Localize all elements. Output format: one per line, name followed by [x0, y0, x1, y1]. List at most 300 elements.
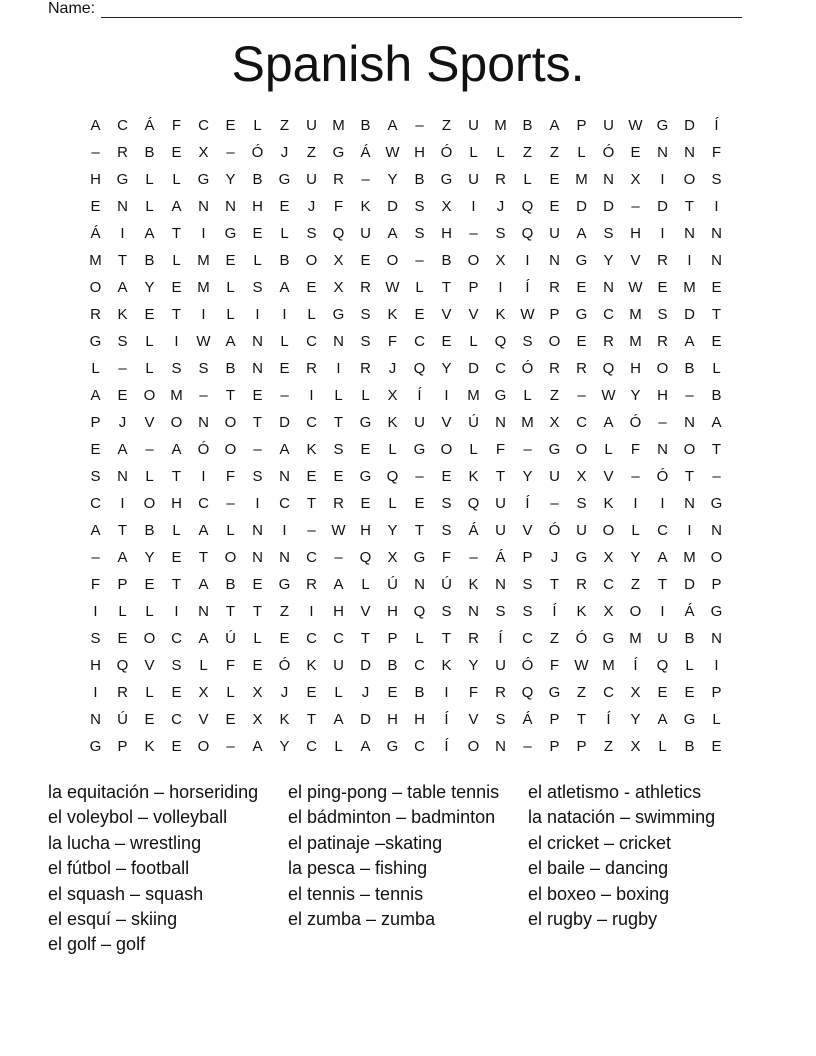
- grid-letter[interactable]: L: [631, 522, 640, 539]
- grid-letter[interactable]: R: [333, 171, 344, 188]
- grid-letter[interactable]: B: [144, 522, 155, 539]
- grid-letter[interactable]: –: [334, 549, 343, 566]
- grid-letter[interactable]: G: [359, 468, 372, 485]
- grid-letter[interactable]: A: [198, 576, 209, 593]
- grid-letter[interactable]: Y: [144, 549, 155, 566]
- grid-letter[interactable]: Q: [332, 225, 345, 242]
- grid-letter[interactable]: L: [361, 387, 370, 404]
- grid-letter[interactable]: F: [225, 657, 236, 674]
- grid-letter[interactable]: T: [252, 603, 263, 620]
- grid-letter[interactable]: N: [711, 252, 722, 269]
- grid-letter[interactable]: O: [170, 414, 183, 431]
- grid-letter[interactable]: M: [197, 252, 210, 269]
- grid-letter[interactable]: Ó: [251, 144, 264, 161]
- grid-letter[interactable]: –: [469, 225, 478, 242]
- grid-letter[interactable]: C: [117, 117, 128, 134]
- grid-letter[interactable]: N: [333, 333, 344, 350]
- grid-letter[interactable]: Í: [498, 630, 503, 647]
- grid-letter[interactable]: N: [252, 360, 263, 377]
- grid-letter[interactable]: N: [603, 171, 614, 188]
- grid-letter[interactable]: I: [255, 306, 260, 323]
- grid-letter[interactable]: C: [306, 738, 317, 755]
- grid-letter[interactable]: P: [90, 414, 101, 431]
- grid-letter[interactable]: Á: [495, 549, 506, 566]
- grid-letter[interactable]: X: [387, 387, 398, 404]
- grid-letter[interactable]: D: [576, 198, 587, 215]
- grid-letter[interactable]: F: [225, 468, 236, 485]
- grid-letter[interactable]: Z: [603, 738, 614, 755]
- grid-letter[interactable]: N: [252, 333, 263, 350]
- grid-letter[interactable]: L: [469, 144, 478, 161]
- grid-letter[interactable]: E: [171, 738, 182, 755]
- grid-letter[interactable]: –: [577, 387, 586, 404]
- grid-letter[interactable]: C: [198, 117, 209, 134]
- grid-letter[interactable]: Q: [386, 468, 399, 485]
- grid-letter[interactable]: O: [224, 414, 237, 431]
- grid-letter[interactable]: X: [387, 549, 398, 566]
- grid-letter[interactable]: Ó: [197, 441, 210, 458]
- grid-letter[interactable]: –: [658, 414, 667, 431]
- grid-letter[interactable]: E: [441, 333, 452, 350]
- grid-letter[interactable]: N: [414, 576, 425, 593]
- grid-letter[interactable]: O: [305, 252, 318, 269]
- grid-letter[interactable]: C: [171, 630, 182, 647]
- grid-letter[interactable]: B: [414, 684, 425, 701]
- grid-letter[interactable]: A: [90, 522, 101, 539]
- name-blank-line[interactable]: [101, 1, 742, 18]
- grid-letter[interactable]: N: [684, 144, 695, 161]
- grid-letter[interactable]: N: [711, 630, 722, 647]
- grid-letter[interactable]: O: [656, 360, 669, 377]
- grid-letter[interactable]: F: [387, 333, 398, 350]
- grid-letter[interactable]: P: [522, 549, 533, 566]
- grid-letter[interactable]: Q: [467, 495, 480, 512]
- grid-letter[interactable]: M: [629, 630, 642, 647]
- grid-letter[interactable]: J: [118, 414, 127, 431]
- grid-letter[interactable]: Y: [144, 279, 155, 296]
- grid-letter[interactable]: A: [333, 576, 344, 593]
- grid-letter[interactable]: A: [171, 441, 182, 458]
- grid-letter[interactable]: O: [386, 252, 399, 269]
- grid-letter[interactable]: L: [118, 603, 127, 620]
- grid-letter[interactable]: R: [306, 576, 317, 593]
- grid-letter[interactable]: H: [441, 225, 452, 242]
- grid-letter[interactable]: L: [280, 225, 289, 242]
- grid-letter[interactable]: E: [306, 468, 317, 485]
- grid-letter[interactable]: T: [171, 468, 182, 485]
- grid-letter[interactable]: D: [603, 198, 614, 215]
- grid-letter[interactable]: C: [306, 630, 317, 647]
- grid-letter[interactable]: N: [684, 225, 695, 242]
- grid-letter[interactable]: R: [360, 360, 371, 377]
- grid-letter[interactable]: L: [172, 522, 181, 539]
- grid-letter[interactable]: D: [657, 198, 668, 215]
- grid-letter[interactable]: T: [711, 441, 722, 458]
- grid-letter[interactable]: T: [252, 414, 263, 431]
- grid-letter[interactable]: L: [523, 171, 532, 188]
- grid-letter[interactable]: S: [90, 468, 101, 485]
- grid-letter[interactable]: A: [360, 738, 371, 755]
- grid-letter[interactable]: Q: [521, 684, 534, 701]
- grid-letter[interactable]: I: [201, 225, 206, 242]
- grid-letter[interactable]: G: [575, 252, 588, 269]
- grid-letter[interactable]: Á: [90, 225, 101, 242]
- grid-letter[interactable]: I: [309, 387, 314, 404]
- grid-letter[interactable]: R: [495, 684, 506, 701]
- grid-letter[interactable]: A: [171, 198, 182, 215]
- grid-letter[interactable]: L: [226, 522, 235, 539]
- grid-letter[interactable]: O: [548, 333, 561, 350]
- grid-letter[interactable]: L: [172, 171, 181, 188]
- grid-letter[interactable]: V: [441, 414, 452, 431]
- grid-letter[interactable]: R: [657, 252, 668, 269]
- grid-letter[interactable]: X: [333, 252, 344, 269]
- grid-letter[interactable]: P: [549, 306, 560, 323]
- grid-letter[interactable]: K: [306, 441, 317, 458]
- grid-letter[interactable]: A: [90, 387, 101, 404]
- grid-letter[interactable]: Y: [468, 657, 479, 674]
- grid-letter[interactable]: –: [685, 387, 694, 404]
- grid-letter[interactable]: C: [495, 360, 506, 377]
- grid-letter[interactable]: S: [198, 360, 209, 377]
- grid-letter[interactable]: L: [145, 603, 154, 620]
- grid-letter[interactable]: W: [196, 333, 211, 350]
- grid-letter[interactable]: A: [117, 279, 128, 296]
- grid-letter[interactable]: I: [525, 252, 530, 269]
- grid-letter[interactable]: D: [684, 576, 695, 593]
- grid-letter[interactable]: A: [198, 522, 209, 539]
- grid-letter[interactable]: T: [117, 252, 128, 269]
- grid-letter[interactable]: S: [360, 306, 371, 323]
- grid-letter[interactable]: E: [225, 117, 236, 134]
- grid-letter[interactable]: X: [252, 684, 263, 701]
- grid-letter[interactable]: Y: [387, 522, 398, 539]
- grid-letter[interactable]: N: [657, 144, 668, 161]
- grid-letter[interactable]: X: [603, 549, 614, 566]
- grid-letter[interactable]: G: [575, 549, 588, 566]
- grid-letter[interactable]: U: [306, 171, 317, 188]
- grid-letter[interactable]: L: [712, 360, 721, 377]
- grid-letter[interactable]: N: [684, 414, 695, 431]
- grid-letter[interactable]: A: [279, 441, 290, 458]
- grid-letter[interactable]: E: [225, 252, 236, 269]
- grid-letter[interactable]: T: [684, 468, 695, 485]
- grid-letter[interactable]: N: [279, 468, 290, 485]
- grid-letter[interactable]: E: [360, 252, 371, 269]
- grid-letter[interactable]: J: [280, 684, 289, 701]
- grid-letter[interactable]: N: [549, 252, 560, 269]
- grid-letter[interactable]: E: [279, 360, 290, 377]
- grid-letter[interactable]: R: [117, 684, 128, 701]
- grid-letter[interactable]: H: [414, 711, 425, 728]
- grid-letter[interactable]: S: [90, 630, 101, 647]
- grid-letter[interactable]: E: [684, 684, 695, 701]
- grid-letter[interactable]: F: [468, 684, 479, 701]
- grid-letter[interactable]: –: [145, 441, 154, 458]
- grid-letter[interactable]: Q: [494, 333, 507, 350]
- grid-letter[interactable]: –: [469, 549, 478, 566]
- grid-letter[interactable]: C: [171, 711, 182, 728]
- grid-letter[interactable]: I: [93, 684, 98, 701]
- grid-letter[interactable]: H: [90, 657, 101, 674]
- grid-letter[interactable]: U: [495, 657, 506, 674]
- grid-letter[interactable]: S: [522, 576, 533, 593]
- grid-letter[interactable]: G: [602, 630, 615, 647]
- grid-letter[interactable]: –: [253, 441, 262, 458]
- grid-letter[interactable]: S: [333, 441, 344, 458]
- grid-letter[interactable]: K: [279, 711, 290, 728]
- grid-letter[interactable]: H: [387, 711, 398, 728]
- grid-letter[interactable]: Y: [387, 171, 398, 188]
- grid-letter[interactable]: L: [145, 684, 154, 701]
- grid-letter[interactable]: O: [197, 738, 210, 755]
- grid-letter[interactable]: V: [441, 306, 452, 323]
- grid-letter[interactable]: U: [468, 171, 479, 188]
- grid-letter[interactable]: C: [603, 684, 614, 701]
- grid-letter[interactable]: I: [282, 306, 287, 323]
- grid-letter[interactable]: H: [387, 603, 398, 620]
- grid-letter[interactable]: I: [687, 252, 692, 269]
- grid-letter[interactable]: Z: [630, 576, 641, 593]
- grid-letter[interactable]: M: [494, 117, 507, 134]
- grid-letter[interactable]: E: [117, 630, 128, 647]
- grid-letter[interactable]: A: [603, 414, 614, 431]
- grid-letter[interactable]: C: [576, 414, 587, 431]
- grid-letter[interactable]: Í: [633, 657, 638, 674]
- grid-letter[interactable]: F: [495, 441, 506, 458]
- grid-letter[interactable]: –: [91, 144, 100, 161]
- grid-letter[interactable]: Ó: [548, 522, 561, 539]
- grid-letter[interactable]: P: [576, 738, 587, 755]
- grid-letter[interactable]: G: [332, 306, 345, 323]
- grid-letter[interactable]: O: [467, 738, 480, 755]
- grid-letter[interactable]: D: [360, 657, 371, 674]
- grid-letter[interactable]: Ú: [468, 414, 479, 431]
- grid-letter[interactable]: O: [602, 522, 615, 539]
- grid-letter[interactable]: W: [628, 279, 643, 296]
- grid-letter[interactable]: O: [143, 630, 156, 647]
- grid-letter[interactable]: Ó: [575, 630, 588, 647]
- grid-letter[interactable]: B: [252, 171, 263, 188]
- grid-letter[interactable]: N: [279, 549, 290, 566]
- grid-letter[interactable]: E: [711, 738, 722, 755]
- grid-letter[interactable]: R: [576, 360, 587, 377]
- grid-letter[interactable]: M: [602, 657, 615, 674]
- grid-letter[interactable]: O: [467, 252, 480, 269]
- grid-letter[interactable]: B: [225, 576, 236, 593]
- grid-letter[interactable]: T: [306, 495, 317, 512]
- grid-letter[interactable]: –: [631, 198, 640, 215]
- grid-letter[interactable]: H: [630, 225, 641, 242]
- grid-letter[interactable]: L: [415, 279, 424, 296]
- grid-letter[interactable]: E: [171, 144, 182, 161]
- grid-letter[interactable]: E: [657, 684, 668, 701]
- grid-letter[interactable]: E: [171, 279, 182, 296]
- grid-letter[interactable]: R: [657, 333, 668, 350]
- grid-letter[interactable]: I: [714, 198, 719, 215]
- grid-letter[interactable]: L: [577, 144, 586, 161]
- grid-letter[interactable]: –: [523, 738, 532, 755]
- grid-letter[interactable]: T: [198, 549, 209, 566]
- grid-letter[interactable]: A: [333, 711, 344, 728]
- grid-letter[interactable]: N: [495, 576, 506, 593]
- grid-letter[interactable]: T: [657, 576, 668, 593]
- grid-letter[interactable]: I: [471, 198, 476, 215]
- grid-letter[interactable]: P: [117, 576, 128, 593]
- grid-letter[interactable]: A: [117, 441, 128, 458]
- grid-letter[interactable]: M: [197, 279, 210, 296]
- grid-letter[interactable]: X: [603, 603, 614, 620]
- grid-letter[interactable]: S: [441, 522, 452, 539]
- grid-letter[interactable]: G: [89, 738, 102, 755]
- grid-letter[interactable]: L: [496, 144, 505, 161]
- grid-letter[interactable]: I: [120, 225, 125, 242]
- grid-letter[interactable]: I: [120, 495, 125, 512]
- grid-letter[interactable]: C: [603, 306, 614, 323]
- grid-letter[interactable]: Í: [417, 387, 422, 404]
- grid-letter[interactable]: Í: [552, 603, 557, 620]
- grid-letter[interactable]: L: [469, 441, 478, 458]
- grid-letter[interactable]: N: [198, 198, 209, 215]
- grid-letter[interactable]: A: [90, 117, 101, 134]
- grid-letter[interactable]: Í: [444, 738, 449, 755]
- grid-letter[interactable]: K: [360, 198, 371, 215]
- grid-letter[interactable]: A: [657, 711, 668, 728]
- grid-letter[interactable]: P: [117, 738, 128, 755]
- grid-letter[interactable]: B: [684, 630, 695, 647]
- grid-letter[interactable]: S: [711, 171, 722, 188]
- grid-letter[interactable]: V: [468, 711, 479, 728]
- grid-letter[interactable]: T: [360, 630, 371, 647]
- grid-letter[interactable]: E: [549, 198, 560, 215]
- grid-letter[interactable]: L: [334, 387, 343, 404]
- grid-letter[interactable]: K: [603, 495, 614, 512]
- grid-letter[interactable]: H: [252, 198, 263, 215]
- grid-letter[interactable]: L: [253, 117, 262, 134]
- grid-letter[interactable]: B: [144, 252, 155, 269]
- grid-letter[interactable]: E: [171, 549, 182, 566]
- grid-letter[interactable]: Í: [714, 117, 719, 134]
- grid-letter[interactable]: I: [660, 603, 665, 620]
- grid-letter[interactable]: T: [225, 603, 236, 620]
- grid-letter[interactable]: H: [630, 360, 641, 377]
- grid-letter[interactable]: G: [548, 684, 561, 701]
- grid-letter[interactable]: L: [523, 387, 532, 404]
- grid-letter[interactable]: A: [576, 225, 587, 242]
- grid-letter[interactable]: –: [307, 522, 316, 539]
- grid-letter[interactable]: T: [333, 414, 344, 431]
- grid-letter[interactable]: G: [413, 549, 426, 566]
- grid-letter[interactable]: S: [603, 225, 614, 242]
- grid-letter[interactable]: C: [198, 495, 209, 512]
- grid-letter[interactable]: S: [522, 333, 533, 350]
- grid-letter[interactable]: W: [520, 306, 535, 323]
- grid-letter[interactable]: S: [306, 225, 317, 242]
- grid-letter[interactable]: E: [225, 711, 236, 728]
- grid-letter[interactable]: B: [711, 387, 722, 404]
- grid-letter[interactable]: P: [711, 684, 722, 701]
- grid-letter[interactable]: I: [687, 522, 692, 539]
- grid-letter[interactable]: H: [360, 522, 371, 539]
- grid-letter[interactable]: X: [252, 711, 263, 728]
- grid-letter[interactable]: Ó: [656, 468, 669, 485]
- grid-letter[interactable]: Y: [225, 171, 236, 188]
- grid-letter[interactable]: X: [630, 171, 641, 188]
- grid-letter[interactable]: Z: [549, 387, 560, 404]
- grid-letter[interactable]: C: [414, 657, 425, 674]
- grid-letter[interactable]: B: [360, 117, 371, 134]
- grid-letter[interactable]: E: [144, 576, 155, 593]
- grid-letter[interactable]: N: [657, 441, 668, 458]
- grid-letter[interactable]: F: [549, 657, 560, 674]
- grid-letter[interactable]: Z: [522, 144, 533, 161]
- grid-letter[interactable]: I: [255, 495, 260, 512]
- grid-letter[interactable]: W: [574, 657, 589, 674]
- grid-letter[interactable]: Á: [522, 711, 533, 728]
- grid-letter[interactable]: F: [90, 576, 101, 593]
- grid-letter[interactable]: B: [279, 252, 290, 269]
- grid-letter[interactable]: U: [603, 117, 614, 134]
- grid-letter[interactable]: N: [198, 414, 209, 431]
- grid-letter[interactable]: P: [711, 576, 722, 593]
- grid-letter[interactable]: E: [333, 468, 344, 485]
- grid-letter[interactable]: N: [468, 603, 479, 620]
- grid-letter[interactable]: L: [469, 333, 478, 350]
- grid-letter[interactable]: K: [144, 738, 155, 755]
- grid-letter[interactable]: C: [522, 630, 533, 647]
- grid-letter[interactable]: T: [171, 225, 182, 242]
- grid-letter[interactable]: F: [711, 144, 722, 161]
- grid-letter[interactable]: Ú: [441, 576, 452, 593]
- grid-letter[interactable]: C: [306, 549, 317, 566]
- grid-letter[interactable]: I: [174, 333, 179, 350]
- grid-letter[interactable]: O: [575, 441, 588, 458]
- grid-letter[interactable]: O: [89, 279, 102, 296]
- grid-letter[interactable]: T: [495, 468, 506, 485]
- grid-letter[interactable]: N: [117, 198, 128, 215]
- grid-letter[interactable]: R: [333, 495, 344, 512]
- grid-letter[interactable]: I: [714, 657, 719, 674]
- grid-letter[interactable]: L: [145, 171, 154, 188]
- grid-letter[interactable]: X: [576, 468, 587, 485]
- grid-letter[interactable]: E: [306, 684, 317, 701]
- grid-letter[interactable]: U: [468, 117, 479, 134]
- grid-letter[interactable]: T: [684, 198, 695, 215]
- grid-letter[interactable]: A: [684, 333, 695, 350]
- grid-letter[interactable]: O: [224, 549, 237, 566]
- grid-letter[interactable]: Ó: [602, 144, 615, 161]
- grid-letter[interactable]: Ú: [117, 711, 128, 728]
- grid-letter[interactable]: I: [660, 225, 665, 242]
- grid-letter[interactable]: H: [90, 171, 101, 188]
- grid-letter[interactable]: X: [441, 198, 452, 215]
- grid-letter[interactable]: B: [522, 117, 533, 134]
- grid-letter[interactable]: F: [171, 117, 182, 134]
- grid-letter[interactable]: L: [253, 630, 262, 647]
- grid-letter[interactable]: S: [252, 279, 263, 296]
- grid-letter[interactable]: K: [495, 306, 506, 323]
- grid-letter[interactable]: I: [309, 603, 314, 620]
- grid-letter[interactable]: L: [253, 252, 262, 269]
- grid-letter[interactable]: K: [468, 468, 479, 485]
- grid-letter[interactable]: O: [143, 495, 156, 512]
- grid-letter[interactable]: B: [387, 657, 398, 674]
- grid-letter[interactable]: U: [576, 522, 587, 539]
- grid-letter[interactable]: A: [144, 225, 155, 242]
- grid-letter[interactable]: I: [201, 306, 206, 323]
- grid-letter[interactable]: L: [361, 576, 370, 593]
- grid-letter[interactable]: E: [360, 495, 371, 512]
